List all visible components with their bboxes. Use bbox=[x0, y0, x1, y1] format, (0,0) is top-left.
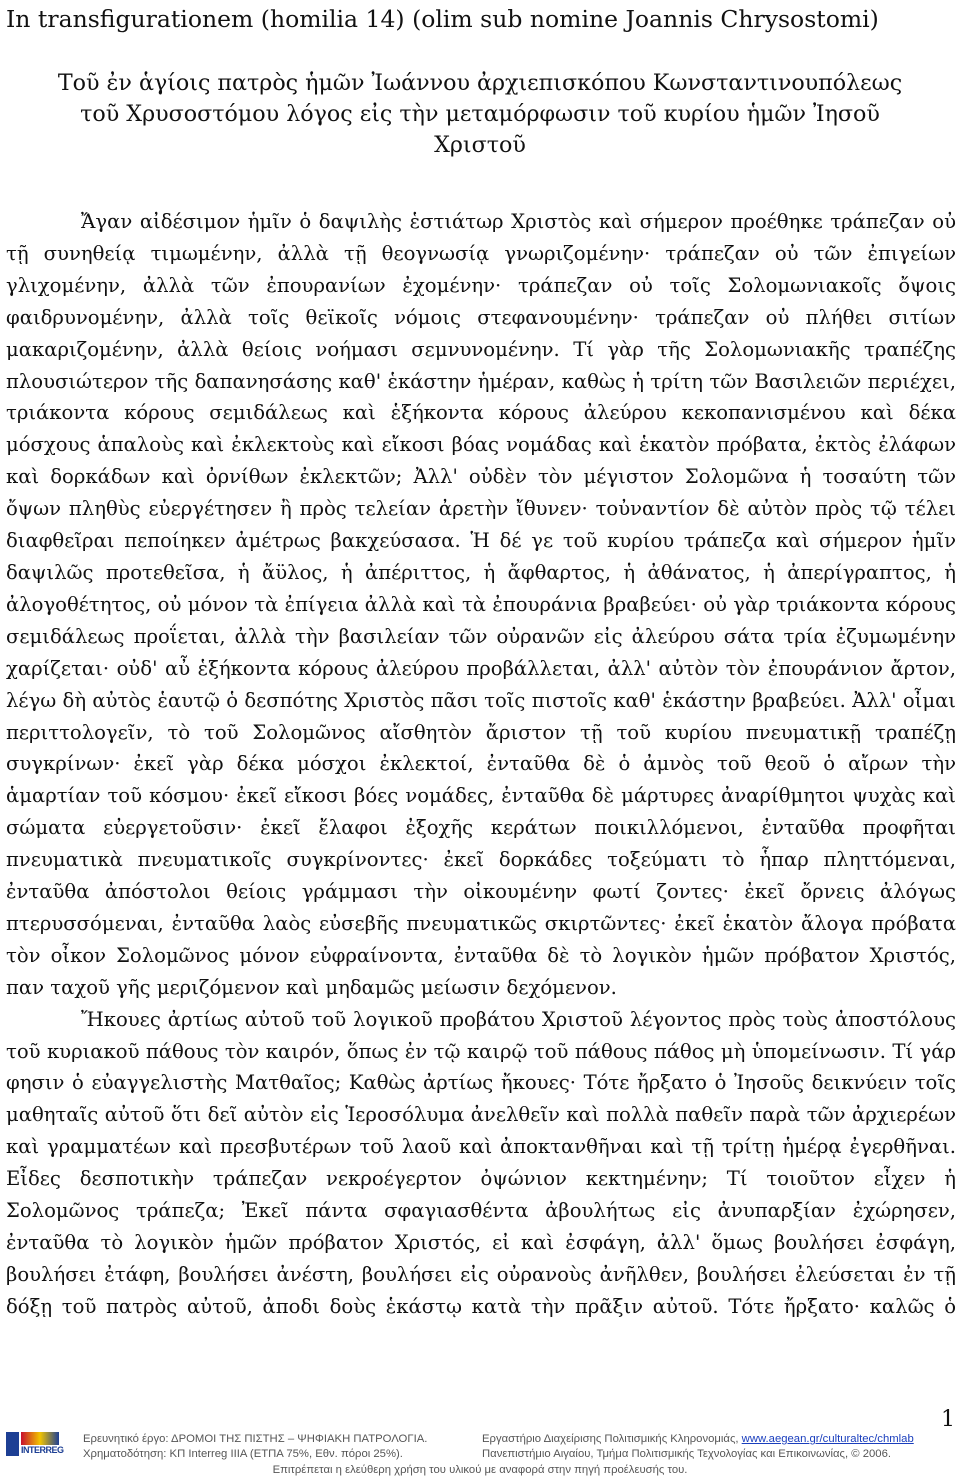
heading-line: Τοῦ ἐν ἁγίοις πατρὸς ἡμῶν Ἰωάννου ἀρχιεπισκόπου Κωνσταντινουπόλεως bbox=[57, 70, 903, 96]
footer-university-line: Πανεπιστήμιο Αιγαίου, Τμήμα Πολιτισμικής Τεχνολογίας και Επικοινωνίας, © 2006. bbox=[482, 1448, 891, 1460]
page-footer bbox=[0, 1426, 960, 1482]
footer-funding-line: Χρηματοδότηση: ΚΠ Interreg IIIA (ΕΤΠΑ 75%, Εθν. πόροι 25%). bbox=[83, 1448, 403, 1460]
homily-body bbox=[6, 206, 956, 1323]
document-title: In transfigurationem (homilia 14) (olim sub nomine Joannis Chrysostomi) bbox=[6, 5, 879, 33]
heading-line: τοῦ Χρυσοστόμου λόγος εἰς τὴν μεταμόρφωσιν τοῦ κυρίου ἡμῶν Ἰησοῦ bbox=[80, 101, 880, 127]
page-number: 1 bbox=[941, 1407, 955, 1432]
homily-heading bbox=[0, 68, 960, 161]
footer-project-info bbox=[83, 1432, 427, 1462]
heading-line: Χριστοῦ bbox=[434, 132, 526, 158]
footer-lab-name: Εργαστήριο Διαχείρισης Πολιτισμικής Κληρονομιάς, bbox=[482, 1433, 739, 1445]
funding-logos bbox=[6, 1432, 64, 1458]
footer-project-line: Ερευνητικό έργο: ΔΡΟΜΟΙ ΤΗΣ ΠΙΣΤΗΣ – ΨΗΦΙΑΚΗ ΠΑΤΡΟΛΟΓΙΑ. bbox=[83, 1433, 428, 1445]
footer-lab-info bbox=[482, 1432, 914, 1462]
paragraph: Ἤκουες ἀρτίως αὐτοῦ τοῦ λογικοῦ προβάτου Χριστοῦ λέγοντος πρὸς τοὺς ἀποστόλους τοῦ κυριακοῦ πάθους τὸν καιρόν, ὅπως ἐν τῷ καιρῷ τοῦ πάθους πάθος μὴ ὑπομείνωσιν. Τί γάρ φησιν ὁ εὐαγγελιστὴς Ματθαῖος; Καθὼς ἀρτίως ἤκουες· Τότε ἤρξατο ὁ Ἰησοῦς δεικνύειν τοῖς μαθηταῖς αὐτοῦ ὅτι δεῖ αὐτὸν εἰς Ἱεροσόλυμα ἀνελθεῖν καὶ πολλὰ παθεῖν παρὰ τῶν ἀρχιερέων καὶ γραμματέων καὶ πρεσβυτέρων τοῦ λαοῦ καὶ ἀποκτανθῆναι καὶ τῇ τρίτῃ ἡμέρᾳ ἐγερθῆναι. Εἶδες δεσποτικὴν τράπεζαν νεκροέγερτον ὀψώνιον κεκτημένην; Τί τοιοῦτον εἶχεν ἡ Σολομῶνος τράπεζα; Ἐκεῖ πάντα σφαγιασθέντα ἀβουλήτως εἰς ἀνυπαρξίαν ἐχώρησεν, ἐνταῦθα τὸ λογικὸν ἡμῶν πρόβατον Χριστός, εἰ καὶ ἐσφάγη, ἀλλ' ὅμως βουλήσει ἐσφάγη, βουλήσει ἐτάφη, βουλήσει ἀνέστη, βουλήσει εἰς οὐρανοὺς ἀνῆλθεν, βουλήσει ἐλεύσεται ἐν τῇ δόξῃ τοῦ πατρὸς αὐτοῦ, ἀποδι δοὺς ἑκάστῳ κατὰ τὴν πρᾶξιν αὐτοῦ. Τότε ἤρξατο· καλῶς ὁ bbox=[6, 1007, 956, 1318]
paragraph: Ἄγαν αἰδέσιμον ἡμῖν ὁ δαψιλὴς ἑστιάτωρ Χριστὸς καὶ σήμερον προέθηκε τράπεζαν οὐ τῇ συνηθείᾳ τιμωμένην, ἀλλὰ τῇ θεογνωσίᾳ γνωριζομένην· τράπεζαν οὐ τῶν ἐπιγείων γλιχομένην, ἀλλὰ τῶν ἐπουρανίων ἐχομένην· τράπεζαν οὐ τοῖς Σολομωνιακοῖς ὄψοις φαιδρυνομένην, ἀλλὰ τοῖς θεϊκοῖς νόμοις στεφανουμένην· τράπεζαν οὐ πλήθει σιτίων μακαριζομένην, ἀλλὰ θείοις νοήμασι σεμνυνομένην. Τί γὰρ τῆς Σολομωνιακῆς τραπέζης πλουσιώτερον τῆς δαπανησάσης καθ' ἑκάστην ἡμέραν, καθὼς ἡ τρίτη τῶν Βασιλειῶν περιέχει, τριάκοντα κόρους σεμιδάλεως καὶ ἑξήκοντα κόρους ἀλεύρου κεκοπανισμένου καὶ δέκα μόσχους ἁπαλοὺς καὶ ἐκλεκτοὺς καὶ εἴκοσι βόας νομάδας καὶ ἑκατὸν πρόβατα, ἐκτὸς ἐλάφων καὶ δορκάδων καὶ ὀρνίθων ἐκλεκτῶν; Ἀλλ' οὐδὲν τὸν μέγιστον Σολομῶνα ἡ τοσαύτη τῶν ὄψων πληθὺς εὐεργέτησεν ἢ πρὸς τελείαν ἀρετὴν ἴθυνεν· τοὐναντίον δὲ αὐτὸν πρὸς τῷ τέλει διαφθεῖραι πεποίηκεν ἀμέτρως βακχεύσασα. Ἡ δέ γε τοῦ κυρίου τράπεζα καὶ σήμερον ἡμῖν δαψιλῶς προτεθεῖσα, ἡ ἄϋλος, ἡ ἀπέριττος, ἡ ἄφθαρτος, ἡ ἀθάνατος, ἡ ἀπερίγραπτος, ἡ ἀλογοθέτητος, οὐ μόνον τὰ ἐπίγεια ἀλλὰ καὶ τὰ ἐπουράνια βραβεύει· οὐ γὰρ τριάκοντα κόρους σεμιδάλεως προΐεται, ἀλλὰ τὴν βασιλείαν τῶν οὐρανῶν εἰς ἀλεύρου σάτα τρία ἐζυμωμένην χαρίζεται· οὐδ' αὖ ἑξήκοντα κόρους ἀλεύρου προβάλλεται, ἀλλ' αὐτὸν τὸν ἐπουράνιον ἄρτον, λέγω δὴ αὐτὸς ἑαυτῷ ὁ δεσπότης Χριστὸς πᾶσι τοῖς πιστοῖς καθ' ἑκάστην βραβεύει. Ἀλλ' οἶμαι περιττολογεῖν, τὸ τοῦ Σολομῶνος αἴσθητὸν ἄριστον τῇ τοῦ κυρίου πνευματικῇ τραπέζῃ συγκρίνων· ἐκεῖ γὰρ δέκα μόσχοι ἐκλεκτοί, ἐνταῦθα δὲ ὁ ἀμνὸς τοῦ θεοῦ ὁ αἴρων τὴν ἁμαρτίαν τοῦ κόσμου· ἐκεῖ εἴκοσι βόες νομάδες, ἐνταῦθα δὲ μάρτυρες ἀναρίθμητοι ψυχὰς καὶ σώματα εὐεργετοῦσιν· ἐκεῖ ἔλαφοι ἐξοχῆς κεράτων ποικιλλόμενοι, ἐνταῦθα προφῆται πνευματικὰ πνευματικοῖς συγκρίνοντες· ἐκεῖ δορκάδες τοξεύματι τὸ ἧπαρ πληττόμεναι, ἐνταῦθα ἀπόστολοι θείοις γράμμασι τὴν οἰκουμένην φωτί ζοντες· ἐκεῖ ὄρνεις ἀλόγως πτερυσσόμεναι, ἐνταῦθα λαὸς εὐσεβῆς πνευματικῶς σκιρτῶντες· ἐκεῖ ἑκατὸν ἄλογα πρόβατα τὸν οἶκον Σολομῶνος μόνον εὐφραίνοντα, ἐνταῦθα δὲ τὸ λογικὸν ἡμῶν πρόβατον Χριστός, παν ταχοῦ γῆς μεριζόμενον καὶ μηδαμῶς μείωσιν δεχόμενον. bbox=[6, 210, 956, 999]
footer-usage-note: Επιτρέπεται η ελεύθερη χρήση του υλικού με αναφορά στην πηγή προέλευσής του. bbox=[272, 1464, 688, 1476]
interreg-logo-text: INTERREG bbox=[21, 1445, 64, 1455]
eu-flag-icon bbox=[6, 1432, 19, 1456]
interreg-logo-icon bbox=[21, 1432, 59, 1445]
footer-lab-link[interactable]: www.aegean.gr/culturaltec/chmlab bbox=[741, 1433, 914, 1445]
